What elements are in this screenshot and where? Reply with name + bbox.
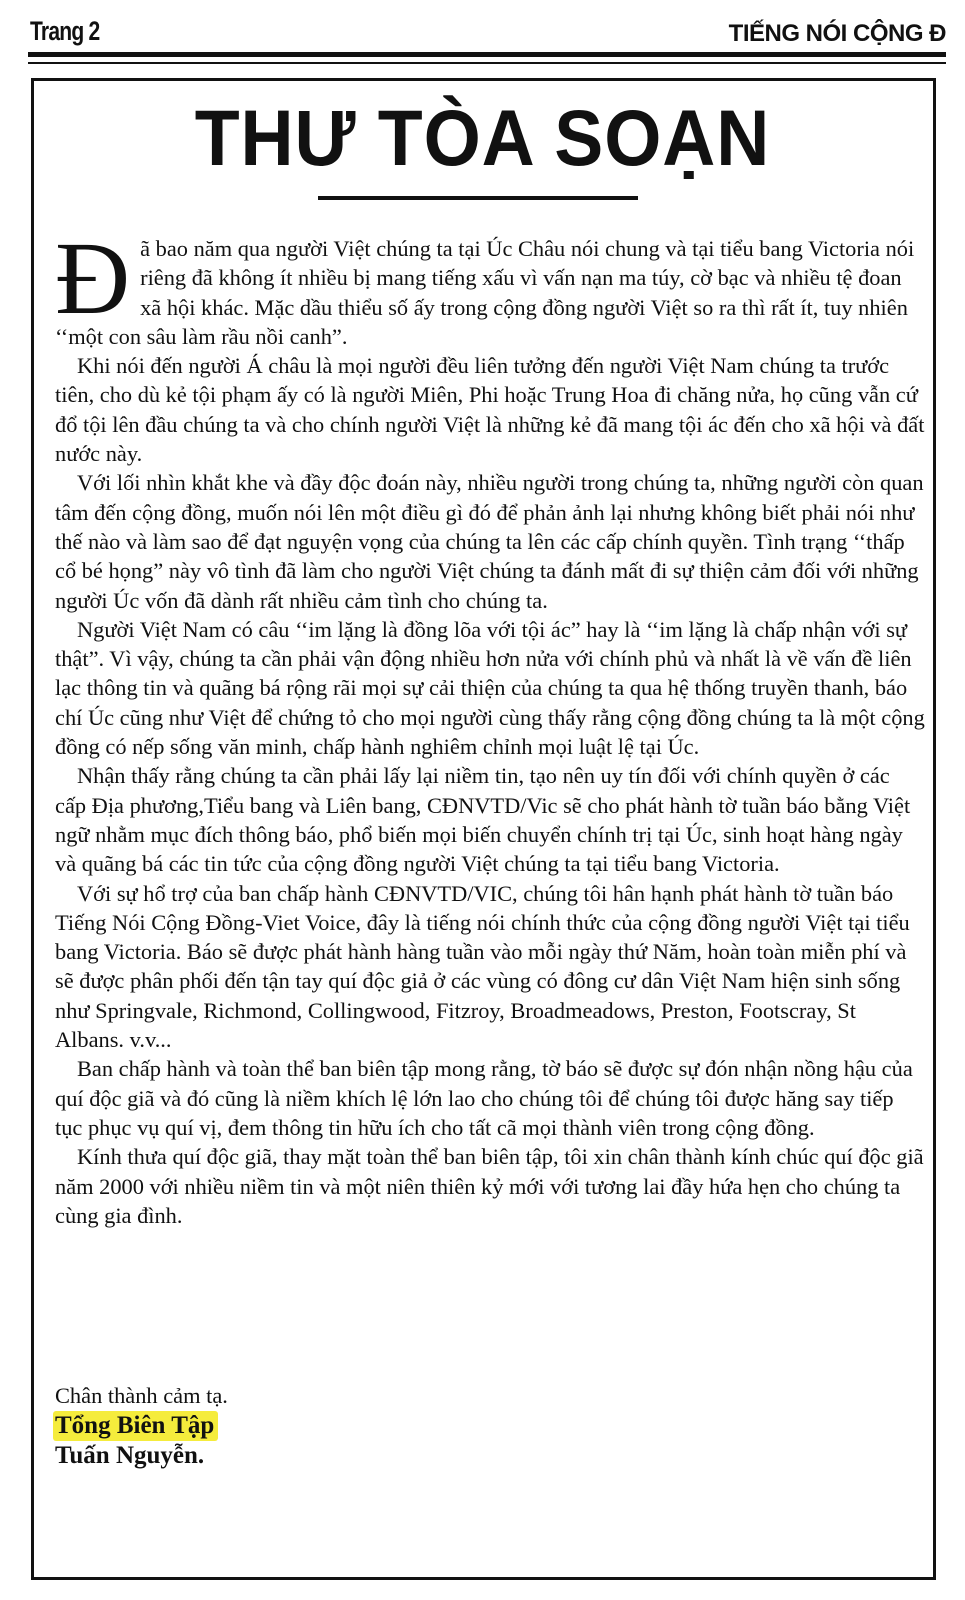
- paragraph-6: Với sự hổ trợ của ban chấp hành CĐNVTD/VIC, chúng tôi hân hạnh phát hành tờ tuần báo Tiếng Nói Cộng Đồng-Viet Voice, đây là tiếng nói chính thức của cộng đồng người Việt tại tiểu bang Victoria. Báo sẽ được phát hành hàng tuần vào mỗi ngày thứ Năm, hoàn toàn miễn phí và sẽ được phân phối đến tận tay quí độc giả ở các vùng có đông cư dân Việt Nam hiện sinh sống như Springvale, Richmond, Collingwood, Fitzroy, Broadmeadows, Preston, Footscray, St Albans. v.v...: [55, 880, 910, 1053]
- editor-title: Tổng Biên Tập: [53, 1411, 218, 1441]
- paragraph-1: [55, 221, 925, 351]
- article-body: [55, 221, 925, 1230]
- headline-underline: [318, 196, 638, 200]
- masthead: [28, 14, 946, 48]
- paragraph-2: Khi nói đến người Á châu là mọi người đều liên tưởng đến người Việt Nam chúng ta trước tiên, cho dù kẻ tội phạm ấy có là người Miên, Phi hoặc Trung Hoa đi chăng nửa, họ cũng vẫn cứ đổ tội lên đầu chúng ta và cho chính người Việt là những kẻ đã mang tội ác đến cho xã hội và đất nước này.: [55, 353, 925, 467]
- closing-line: Chân thành cảm tạ.: [55, 1383, 228, 1408]
- masthead-rule-thin: [28, 62, 946, 64]
- editor-name: Tuấn Nguyễn.: [55, 1442, 205, 1469]
- paragraph-8: Kính thưa quí độc giã, thay mặt toàn thể ban biên tập, tôi xin chân thành kính chúc quí độc giã năm 2000 với nhiều niềm tin và một niên thiên kỷ mới với tương lai đầy hứa hẹn cho chúng ta cùng gia đình.: [55, 1144, 924, 1228]
- paragraph-5: Nhận thấy rằng chúng ta cần phải lấy lại niềm tin, tạo nên uy tín đối với chính quyền ở các cấp Địa phương,Tiểu bang và Liên bang, CĐNVTD/Vic sẽ cho phát hành tờ tuần báo bằng Việt ngữ nhằm mục đích thông báo, phổ biến mọi biến chuyển chính trị tại Úc, sinh hoạt hàng ngày và quãng bá các tin tức của cộng đồng người Việt chúng ta tại tiểu bang Victoria.: [55, 763, 911, 877]
- paragraph-7: Ban chấp hành và toàn thể ban biên tập mong rằng, tờ báo sẽ được sự đón nhận nồng hậu của quí độc giã và đó cũng là niềm khích lệ lớn lao cho chúng tôi để chúng tôi được hăng say tiếp tục phục vụ quí vị, đem thông tin hữu ích cho tất cã mọi thành viên trong cộng đồng.: [55, 1056, 913, 1140]
- headline: THƯ TÒA SOẠN: [194, 93, 771, 182]
- newspaper-name: TIẾNG NÓI CỘNG Đ: [728, 20, 946, 47]
- paragraph-4: Người Việt Nam có câu ‘‘im lặng là đồng lõa với tội ác” hay là ‘‘im lặng là chấp nhận với sự thật”. Vì vậy, chúng ta cần phải vận động nhiều hơn nửa với chính phủ và nhất là về vấn đề liên lạc thông tin và quãng bá rộng rãi mọi sự cải thiện của chúng ta qua hệ thống truyền thanh, báo chí Úc cũng như Việt để chứng tỏ cho mọi người cùng thấy rằng cộng đồng chúng ta là một cộng đồng có nếp sống văn minh, chấp hành nghiêm chỉnh mọi luật lệ tại Úc.: [55, 616, 925, 760]
- drop-cap: Đ: [55, 221, 131, 336]
- masthead-rule-thick: [28, 52, 946, 57]
- paragraph-text: ã bao năm qua người Việt chúng ta tại Úc Châu nói chung và tại tiểu bang Victoria nói riêng đã không ít nhiều bị mang tiếng xấu vì vấn nạn ma túy, cờ bạc và nhiều tệ đoan xã hội khác. Mặc dầu thiểu số ấy trong cộng đồng người Việt so ra thì rất ít, tuy nhiên ‘‘một con sâu làm rầu nồi canh”.: [55, 236, 915, 349]
- signoff: [55, 1381, 228, 1471]
- paragraph-3: Với lối nhìn khắt khe và đầy độc đoán này, nhiều người trong chúng ta, những người còn quan tâm đến cộng đồng, muốn nói lên một điều gì đó để phản ảnh lại nhưng không biết phải nói như thế nào và làm sao để đạt nguyện vọng của chúng ta lên các cấp chính quyền. Tình trạng ‘‘thấp cổ bé họng” này vô tình đã làm cho người Việt chúng ta đánh mất đi sự thiện cảm đối với những người Úc vốn đã dành rất nhiều cảm tình cho chúng ta.: [55, 470, 924, 613]
- page-number: Trang 2: [30, 16, 100, 46]
